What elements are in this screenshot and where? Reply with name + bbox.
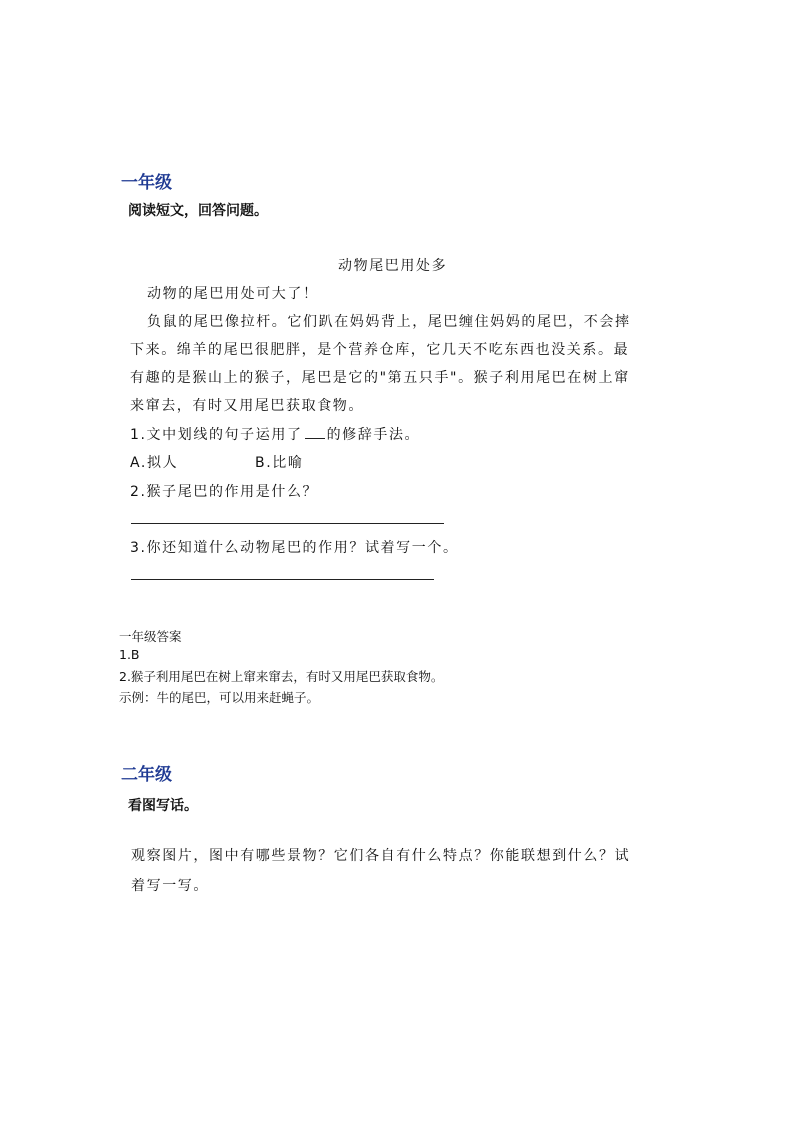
answer-3: 示例：牛的尾巴，可以用来赶蝇子。 (119, 690, 320, 705)
passage-paragraph-1: 动物的尾巴用处可大了！ (147, 286, 319, 302)
passage-paragraph-2-line-3: 有趣的是猴山上的猴子，尾巴是它的"第五只手"。猴子利用尾巴在树上窜 (130, 370, 630, 386)
question-2-answer-line[interactable] (131, 523, 444, 524)
grade2-instruction: 看图写话。 (128, 798, 198, 814)
question-3: 3.你还知道什么动物尾巴的作用？试着写一个。 (130, 540, 459, 556)
grade1-heading: 一年级 (121, 173, 172, 193)
answer-1: 1.B (119, 647, 140, 662)
passage-title: 动物尾巴用处多 (338, 258, 448, 274)
passage-paragraph-2-line-1: 负鼠的尾巴像拉杆。它们趴在妈妈背上，尾巴缠住妈妈的尾巴，不会摔 (147, 314, 631, 330)
grade2-prompt-line-1: 观察图片，图中有哪些景物？它们各自有什么特点？你能联想到什么？试 (131, 848, 631, 864)
question-1-before: 1.文中划线的句子运用了 (130, 427, 303, 443)
answer-2: 2.猴子利用尾巴在树上窜来窜去，有时又用尾巴获取食物。 (119, 669, 444, 684)
question-3-answer-line[interactable] (131, 579, 434, 580)
question-1-option-b: B.比喻 (255, 455, 304, 471)
passage-paragraph-2-line-2: 下来。绵羊的尾巴很肥胖，是个营养仓库，它几天不吃东西也没关系。最 (130, 342, 630, 358)
grade2-prompt-line-2: 着写一写。 (131, 878, 209, 894)
question-1 (130, 424, 420, 444)
grade1-instruction: 阅读短文，回答问题。 (128, 203, 268, 219)
question-2: 2.猴子尾巴的作用是什么？ (130, 484, 319, 500)
answers-heading: 一年级答案 (119, 629, 182, 644)
passage-paragraph-2-line-4: 来窜去，有时又用尾巴获取食物。 (130, 398, 364, 414)
question-1-option-a: A.拟人 (130, 455, 179, 471)
question-1-after: 的修辞手法。 (326, 427, 421, 443)
grade2-heading: 二年级 (121, 765, 172, 785)
question-1-blank[interactable] (305, 426, 325, 439)
